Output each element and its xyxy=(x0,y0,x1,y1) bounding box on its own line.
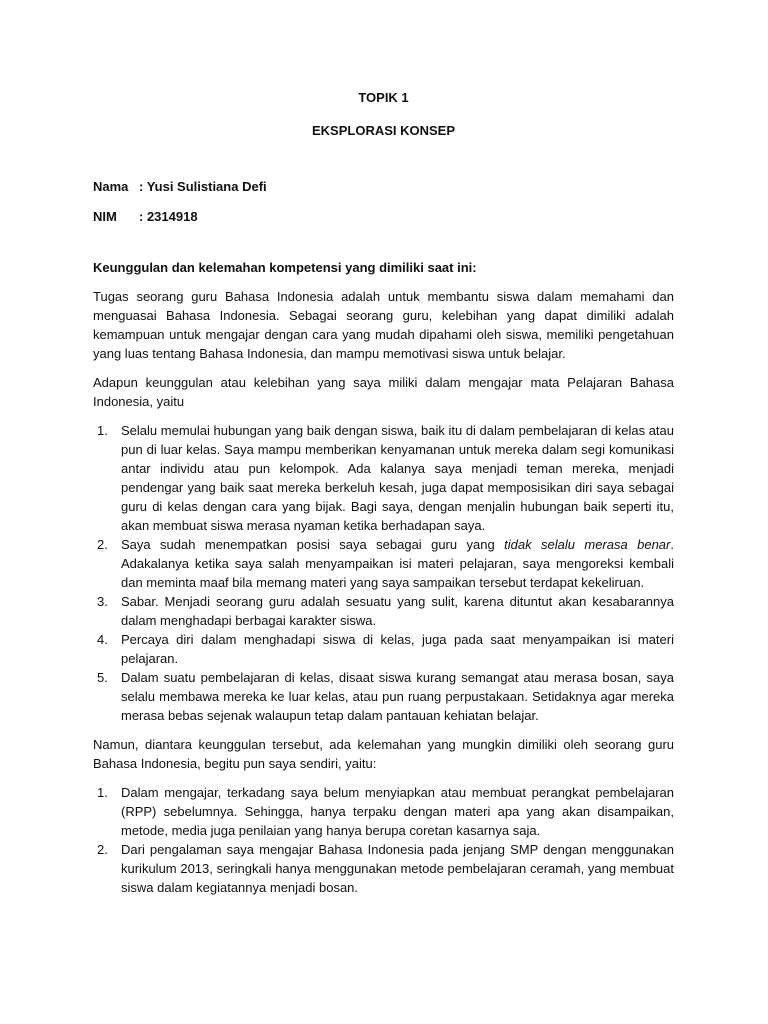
document-page xyxy=(93,88,674,897)
list-item-text-after: . Adakalanya ketika saya salah menyampaikan isi materi pelajaran, saya mengoreksi kembali dan meminta maaf bila memang materi yang saya sampaikan tersebut terdapat kekeliruan. xyxy=(121,537,674,590)
weaknesses-list xyxy=(93,783,674,897)
list-item xyxy=(93,668,674,725)
nim-row xyxy=(93,207,674,226)
name-row xyxy=(93,177,674,196)
list-item-number: 2. xyxy=(97,842,108,857)
list-item-text-italic: tidak selalu merasa benar xyxy=(504,537,671,552)
list-item-number: 1. xyxy=(97,423,108,438)
nim-label: NIM xyxy=(93,209,117,224)
list-item xyxy=(93,840,674,897)
list-item-text: Dalam suatu pembelajaran di kelas, disaat siswa kurang semangat atau merasa bosan, saya selalu membawa mereka ke luar kelas, atau pun ruang perpustakaan. Setidaknya agar mereka merasa bebas sejenak walaupun tetap dalam pantauan kehiatan belajar. xyxy=(121,670,674,723)
list-item xyxy=(93,535,674,592)
list-item-text: Dalam mengajar, terkadang saya belum menyiapkan atau membuat perangkat pembelajaran (RPP) sebelumnya. Sehingga, hanya terpaku dengan materi apa yang akan disampaikan, metode, media juga penilaian yang hanya berupa coretan kasarnya saja. xyxy=(121,785,674,838)
concept-title: EKSPLORASI KONSEP xyxy=(311,123,456,138)
list-item xyxy=(93,783,674,840)
name-label: Nama xyxy=(93,179,129,194)
list-item-text: Dari pengalaman saya mengajar Bahasa Indonesia pada jenjang SMP dengan menggunakan kurikulum 2013, seringkali hanya menggunakan metode pembelajaran ceramah, yang membuat siswa dalam kegiatannya menjadi bosan. xyxy=(121,842,674,895)
list-item-number: 5. xyxy=(97,670,108,685)
list-item-text: Selalu memulai hubungan yang baik dengan siswa, baik itu di dalam pembelajaran di kelas atau pun di luar kelas. Saya mampu memberikan kenyamanan untuk mereka dalam segi komunikasi antar individu atau pun kelompok. Ada kalanya saya menjadi teman mereka, menjadi pendengar yang baik saat mereka berkeluh kesah, juga dapat memposisikan diri saya sebagai guru di kelas dengan cara yang bijak. Bagi saya, dengan menjalin hubungan baik seperti itu, akan membuat siswa merasa nyaman ketika berhadapan saya. xyxy=(121,423,674,533)
list-item-number: 1. xyxy=(97,785,108,800)
intro-paragraph: Tugas seorang guru Bahasa Indonesia adalah untuk membantu siswa dalam memahami dan menguasai Bahasa Indonesia. Sebagai seorang guru, kelebihan yang dapat dimiliki adalah kemampuan untuk mengajar dengan cara yang mudah dipahami oleh siswa, memiliki pengetahuan yang luas tentang Bahasa Indonesia, dan mampu memotivasi siswa untuk belajar. xyxy=(93,289,674,361)
list-item-text: Percaya diri dalam menghadapi siswa di kelas, juga pada saat menyampaikan isi materi pelajaran. xyxy=(121,632,674,666)
strengths-list xyxy=(93,421,674,725)
list-item xyxy=(93,421,674,535)
list-item-number: 4. xyxy=(97,632,108,647)
strengths-intro: Adapun keunggulan atau kelebihan yang saya miliki dalam mengajar mata Pelajaran Bahasa Indonesia, yaitu xyxy=(93,375,674,409)
nim-value: : 2314918 xyxy=(139,209,198,224)
topic-title: TOPIK 1 xyxy=(358,90,409,105)
list-item xyxy=(93,630,674,668)
list-item-number: 3. xyxy=(97,594,108,609)
list-item xyxy=(93,592,674,630)
list-item-text-before: Saya sudah menempatkan posisi saya sebagai guru yang xyxy=(121,537,505,552)
section-heading: Keunggulan dan kelemahan kompetensi yang dimiliki saat ini: xyxy=(93,260,477,275)
list-item-text: Sabar. Menjadi seorang guru adalah sesuatu yang sulit, karena dituntut akan kesabarannya dalam menghadapi berbagai karakter siswa. xyxy=(121,594,674,628)
weaknesses-intro: Namun, diantara keunggulan tersebut, ada kelemahan yang mungkin dimiliki oleh seorang guru Bahasa Indonesia, begitu pun saya sendiri, yaitu: xyxy=(93,737,674,771)
list-item-number: 2. xyxy=(97,537,108,552)
name-value: : Yusi Sulistiana Defi xyxy=(139,179,267,194)
